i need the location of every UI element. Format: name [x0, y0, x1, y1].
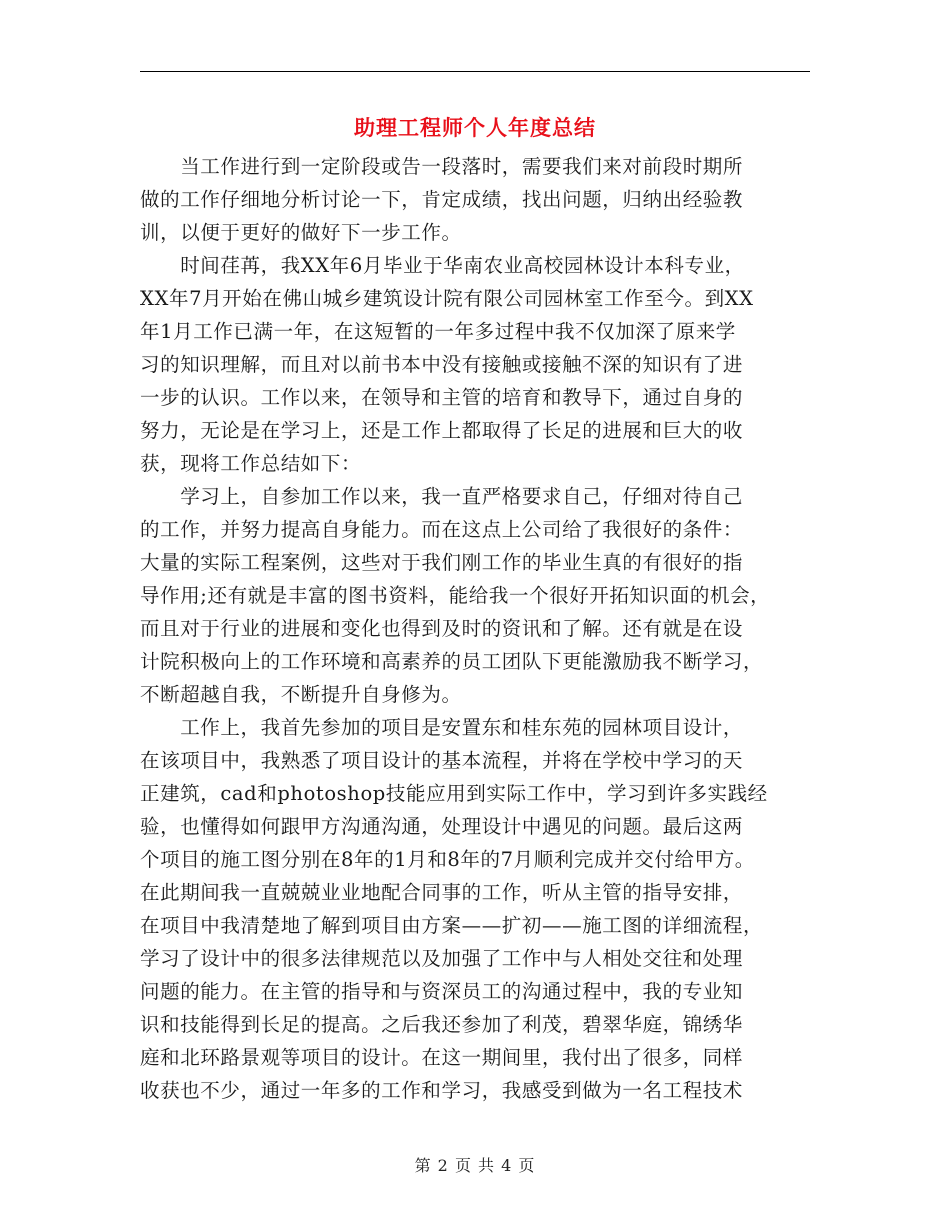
text-line: 正建筑，cad和photoshop技能应用到实际工作中，学习到许多实践经: [140, 782, 768, 805]
text-line: 年1月工作已满一年，在这短暂的一年多过程中我不仅加深了原来学: [140, 320, 736, 343]
text-line: 识和技能得到长足的提高。之后我还参加了利茂，碧翠华庭，锦绣华: [140, 1013, 744, 1036]
text-line: 努力，无论是在学习上，还是工作上都取得了长足的进展和巨大的收: [140, 419, 744, 442]
text-line: 获，现将工作总结如下：: [140, 452, 362, 475]
document-title: 助理工程师个人年度总结: [354, 116, 596, 140]
text-line: 学习了设计中的很多法律规范以及加强了工作中与人相处交往和处理: [140, 947, 744, 970]
text-line: XX年7月开始在佛山城乡建筑设计院有限公司园林室工作至今。到XX: [140, 287, 754, 310]
text-line: 学习上，自参加工作以来，我一直严格要求自己，仔细对待自己: [140, 485, 744, 508]
text-line: 不断超越自我，不断提升自身修为。: [140, 683, 462, 706]
text-line: 做的工作仔细地分析讨论一下，肯定成绩，找出问题，归纳出经验教: [140, 188, 744, 211]
text-line: 个项目的施工图分别在8年的1月和8年的7月顺利完成并交付给甲方。: [140, 848, 755, 871]
text-line: 在项目中我清楚地了解到项目由方案——扩初——施工图的详细流程，: [140, 914, 764, 937]
text-line: 时间荏苒，我XX年6月毕业于华南农业高校园林设计本科专业，: [140, 254, 745, 277]
text-line: 而且对于行业的进展和变化也得到及时的资讯和了解。还有就是在设: [140, 617, 744, 640]
text-line: 习的知识理解，而且对以前书本中没有接触或接触不深的知识有了进: [140, 353, 744, 376]
text-line: 计院积极向上的工作环境和高素养的员工团队下更能激励我不断学习，: [140, 650, 764, 673]
page-footer: 第 2 页 共 4 页: [414, 1156, 536, 1175]
text-line: 庭和北环路景观等项目的设计。在这一期间里，我付出了很多，同样: [140, 1046, 744, 1069]
text-line: 在此期间我一直兢兢业业地配合同事的工作，听从主管的指导安排，: [140, 881, 744, 904]
document-body: [140, 150, 820, 1107]
text-line: 训，以便于更好的做好下一步工作。: [140, 221, 462, 244]
text-line: 导作用;还有就是丰富的图书资料，能给我一个很好开拓知识面的机会，: [140, 584, 771, 607]
text-line: 在该项目中，我熟悉了项目设计的基本流程，并将在学校中学习的天: [140, 749, 744, 772]
text-line: 的工作，并努力提高自身能力。而在这点上公司给了我很好的条件：: [140, 518, 744, 541]
text-line: 工作上，我首先参加的项目是安置东和桂东苑的园林项目设计，: [140, 716, 744, 739]
text-line: 大量的实际工程案例，这些对于我们刚工作的毕业生真的有很好的指: [140, 551, 744, 574]
text-line: 一步的认识。工作以来，在领导和主管的培育和教导下，通过自身的: [140, 386, 744, 409]
text-line: 收获也不少，通过一年多的工作和学习，我感受到做为一名工程技术: [140, 1079, 744, 1102]
text-line: 问题的能力。在主管的指导和与资深员工的沟通过程中，我的专业知: [140, 980, 744, 1003]
header-rule: [140, 71, 810, 72]
text-line: 验，也懂得如何跟甲方沟通沟通，处理设计中遇见的问题。最后这两: [140, 815, 744, 838]
text-line: 当工作进行到一定阶段或告一段落时，需要我们来对前段时期所: [140, 155, 744, 178]
